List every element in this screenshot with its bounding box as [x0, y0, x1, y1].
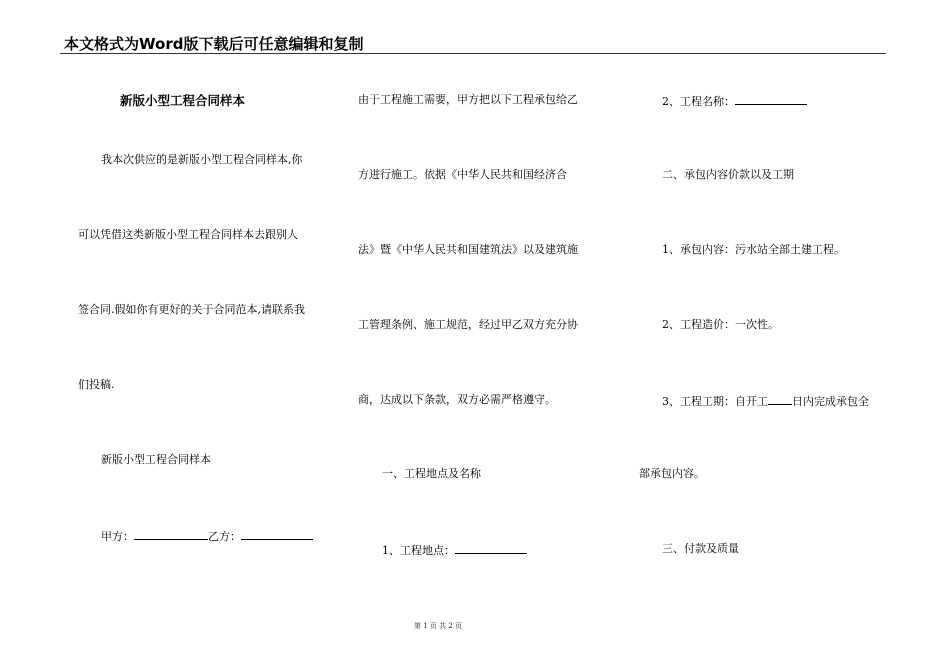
document-title: 新版小型工程合同样本: [120, 93, 246, 108]
intro-paragraph-line: 们投稿.: [78, 378, 115, 391]
page-header-title: 本文格式为Word版下载后可任意编辑和复制: [64, 35, 364, 53]
preamble-line: 工管理条例、施工规范，经过甲乙双方充分协: [358, 318, 578, 331]
preamble-line: 由于工程施工需要，甲方把以下工程承包给乙: [358, 93, 578, 106]
item-project-location: [382, 542, 527, 558]
section-heading-location: 一、工程地点及名称: [382, 467, 481, 480]
contract-subtitle: 新版小型工程合同样本: [101, 453, 211, 466]
party-b-label: 乙方：: [208, 530, 241, 543]
item-construction-period: [662, 393, 869, 409]
project-location-label: 1、工程地点：: [382, 544, 455, 557]
preamble-line: 方进行施工。依据《中华人民共和国经济合: [358, 168, 567, 181]
party-a-label: 甲方：: [101, 530, 134, 543]
intro-paragraph-line: 可以凭借这类新版小型工程合同样本去跟别人: [78, 228, 298, 241]
project-name-label: 2、工程名称：: [662, 95, 735, 108]
period-label-start: 3、工程工期：自开工: [662, 395, 768, 408]
preamble-line: 法》暨《中华人民共和国建筑法》以及建筑施: [358, 243, 578, 256]
header-divider: [60, 53, 886, 54]
party-a-blank: [134, 528, 208, 540]
page-number-footer: 第 1 页 共 2 页: [414, 622, 463, 630]
section-heading-scope: 二、承包内容价款以及工期: [662, 168, 794, 181]
item-construction-period-continued: 部承包内容。: [639, 467, 705, 480]
party-signature-line: [101, 528, 313, 544]
section-heading-payment: 三、付款及质量: [662, 542, 739, 555]
item-scope-content: 1、承包内容：污水站全部土建工程。: [662, 243, 845, 256]
period-days-blank: [768, 393, 792, 405]
party-b-blank: [241, 528, 313, 540]
item-project-name: [662, 93, 807, 109]
intro-paragraph-line: 我本次供应的是新版小型工程合同样本,你: [101, 153, 303, 166]
intro-paragraph-line: 签合同.假如你有更好的关于合同范本,请联系我: [78, 303, 305, 316]
project-name-blank: [735, 93, 807, 105]
preamble-line: 商，达成以下条款，双方必需严格遵守。: [358, 393, 556, 406]
item-contract-price: 2、工程造价：一次性。: [662, 318, 779, 331]
period-label-end: 日内完成承包全: [792, 395, 869, 408]
project-location-blank: [455, 542, 527, 554]
